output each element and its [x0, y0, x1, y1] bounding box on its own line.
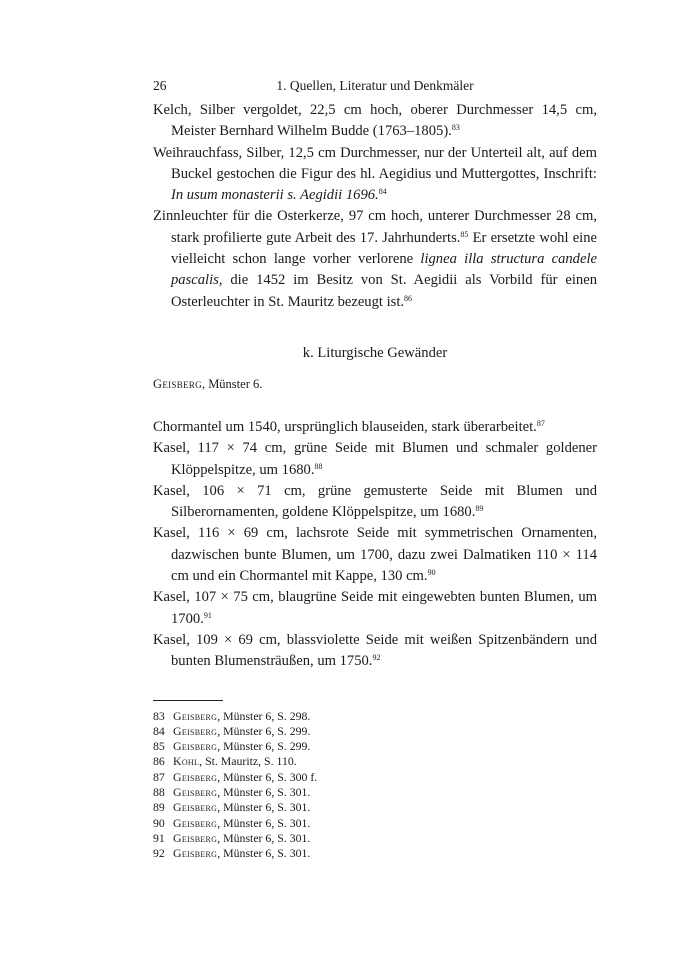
citation-text: , Münster 6, S. 301. — [217, 830, 311, 845]
entry-text: Kasel, 116 × 69 cm, lachsrote Seide mit symmetrischen Ornamenten, dazwischen bunte Blumen, um 1700, dazu zwei Dalmatiken 110 × 114 cm und ein Chormantel mit Kappe, 130 cm. — [153, 525, 597, 585]
entry-zinnleuchter — [153, 206, 597, 312]
footnote-divider — [153, 700, 223, 709]
footnote-number: 83 — [153, 708, 165, 723]
citation-text: , Münster 6, S. 298. — [217, 708, 311, 723]
footnote — [153, 816, 597, 831]
inventory-block-silver — [153, 100, 597, 313]
citation-text: , Münster 6, S. 299. — [217, 739, 311, 754]
citation-text: , St. Mauritz, S. 110. — [199, 754, 297, 769]
bibliography-line — [153, 377, 597, 397]
footnote — [153, 785, 597, 800]
citation-text: , Münster 6, S. 299. — [217, 723, 311, 738]
footnote-number: 86 — [153, 754, 165, 769]
entry-text: Weihrauchfass, Silber, 12,5 cm Durchmesser, nur der Unterteil alt, auf dem Buckel gestochen die Figur des hl. Aegidius und Muttergottes, Inschrift: — [153, 144, 597, 182]
author-name: Geisberg — [173, 739, 218, 754]
footnote — [153, 754, 597, 769]
citation-text: , Münster 6, S. 300 f. — [217, 769, 318, 784]
footnote-number: 85 — [153, 739, 165, 754]
section-heading: k. Liturgische Gewänder — [302, 344, 448, 361]
author-name: Geisberg — [173, 708, 218, 723]
citation-text: , Münster 6. — [201, 376, 263, 391]
book-page — [153, 78, 597, 862]
footnote-ref[interactable]: 84 — [378, 187, 387, 197]
footnote — [153, 800, 597, 815]
footnote-ref[interactable]: 92 — [372, 653, 381, 663]
entry-text: Zinnleuchter für die Osterkerze, 97 cm hoch, unterer Durchmesser 28 cm, stark profilierte gute Arbeit des 17. Jahrhunderts. — [153, 208, 597, 246]
citation-text: , Münster 6, S. 301. — [217, 800, 311, 815]
citation-text: , Münster 6, S. 301. — [217, 815, 311, 830]
footnote — [153, 846, 597, 861]
footnote-number: 91 — [153, 830, 165, 845]
entry-text: Chormantel um 1540, ursprünglich blauseiden, stark überarbeitet. — [153, 418, 537, 435]
entry-kelch — [153, 100, 597, 143]
page-number: 26 — [153, 78, 167, 93]
author-name: Geisberg — [173, 769, 218, 784]
footnotes — [153, 709, 597, 862]
entry-text: Kelch, Silber vergoldet, 22,5 cm hoch, oberer Durchmesser 14,5 cm, Meister Bernhard Wilhelm Budde (1763–1805). — [153, 102, 597, 140]
entry-text: Kasel, 107 × 75 cm, blaugrüne Seide mit eingewebten bunten Blumen, um 1700. — [153, 589, 597, 627]
entry-text: Kasel, 117 × 74 cm, grüne Seide mit Blumen und schmaler goldener Klöppelspitze, um 1680. — [153, 440, 597, 478]
footnote — [153, 831, 597, 846]
inscription-text: In usum monasterii s. Aegidii 1696. — [171, 187, 379, 204]
author-name: Geisberg — [173, 785, 218, 800]
footnote-number: 88 — [153, 785, 165, 800]
author-name: Geisberg — [173, 846, 218, 861]
footnote-number: 90 — [153, 815, 165, 830]
entry-text: Er ersetzte wohl eine vielleicht schon lange vorher verlorene — [171, 229, 598, 268]
footnote — [153, 724, 597, 739]
entry-text: Kasel, 106 × 71 cm, grüne gemusterte Seide mit Blumen und Silberornamenten, goldene Klöppelspitze, um 1680. — [153, 482, 597, 521]
author-name: Geisberg — [153, 376, 202, 391]
footnote-ref[interactable]: 86 — [404, 293, 413, 303]
entry-kasel — [153, 481, 597, 524]
footnote — [153, 739, 597, 754]
footnote-ref[interactable]: 87 — [536, 418, 545, 428]
entry-kasel — [153, 630, 597, 673]
footnote-number: 87 — [153, 769, 165, 784]
footnote-ref[interactable]: 83 — [451, 123, 460, 133]
footnote-ref[interactable]: 88 — [314, 461, 323, 471]
entry-chormantel — [153, 417, 597, 438]
entry-kasel — [153, 523, 597, 587]
footnote-number: 92 — [153, 846, 165, 861]
latin-quote: lignea illa structura candele pascalis — [171, 251, 597, 289]
citation-text: , Münster 6, S. 301. — [217, 785, 311, 800]
entry-weihrauchfass — [153, 143, 597, 207]
footnote-ref[interactable]: 89 — [475, 504, 484, 514]
author-name: Geisberg — [173, 800, 218, 815]
footnote — [153, 709, 597, 724]
author-name: Geisberg — [173, 830, 218, 845]
footnote-ref[interactable]: 90 — [427, 568, 436, 578]
entry-text: Kasel, 109 × 69 cm, blassviolette Seide mit weißen Spitzenbändern und bunten Blumensträußen, um 1750. — [153, 631, 597, 670]
running-title: 1. Quellen, Literatur und Denkmäler — [276, 78, 474, 93]
author-name: Kohl — [173, 754, 200, 769]
author-name: Geisberg — [173, 815, 218, 830]
entry-kasel — [153, 587, 597, 630]
author-name: Geisberg — [173, 723, 218, 738]
inventory-block-vestments — [153, 417, 597, 673]
footnote-number: 84 — [153, 723, 165, 738]
citation-text: , Münster 6, S. 301. — [217, 846, 311, 861]
entry-kasel — [153, 438, 597, 481]
footnote-number: 89 — [153, 800, 165, 815]
footnote-ref[interactable]: 85 — [460, 229, 469, 239]
footnote — [153, 770, 597, 785]
running-header — [153, 78, 597, 100]
entry-text: , die 1452 im Besitz von St. Aegidii als Vorbild für einen Osterleuchter in St. Mauritz bezeugt ist. — [171, 272, 597, 310]
footnote-ref[interactable]: 91 — [203, 610, 212, 620]
